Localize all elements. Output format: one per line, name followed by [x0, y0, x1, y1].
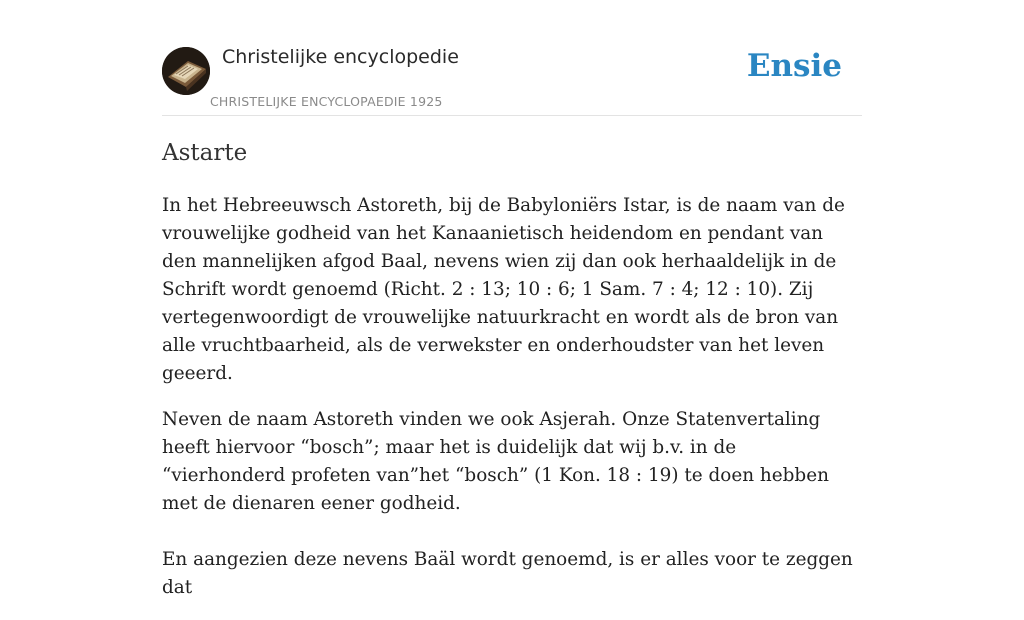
book-icon: [162, 47, 210, 95]
site-header: [162, 44, 862, 116]
ensie-logo-link[interactable]: Ensie: [746, 48, 842, 84]
article-paragraph: In het Hebreeuwsch Astoreth, bij de Babyloniërs Istar, is de naam van de vrouwelijke godheid van het Kanaanietisch heidendom en pendant van den mannelijken afgod Baal, nevens wien zij dan ook herhaaldelijk in de Schrift wordt genoemd (Richt. 2 : 13; 10 : 6; 1 Sam. 7 : 4; 12 : 10). Zij vertegenwoordigt de vrouwelijke natuurkracht en wordt als de bron van alle vruchtbaarheid, als de verwekster en onderhoudster van het leven geeerd.: [162, 195, 845, 384]
article-title: Astarte: [162, 140, 248, 166]
article-body: [162, 192, 862, 620]
site-title-link[interactable]: Christelijke encyclopedie: [222, 46, 459, 68]
site-subtitle: CHRISTELIJKE ENCYCLOPAEDIE 1925: [210, 94, 443, 109]
encyclopedia-avatar[interactable]: [162, 47, 210, 95]
article-paragraph: En aangezien deze nevens Baäl wordt genoemd, is er alles voor te zeggen dat: [162, 549, 853, 598]
article-paragraph: Neven de naam Astoreth vinden we ook Asjerah. Onze Statenvertaling heeft hiervoor “bosch”; maar het is duidelijk dat wij b.v. in de “vierhonderd profeten van”het “bosch” (1 Kon. 18 : 19) te doen hebben met de dienaren eener godheid.: [162, 409, 829, 514]
